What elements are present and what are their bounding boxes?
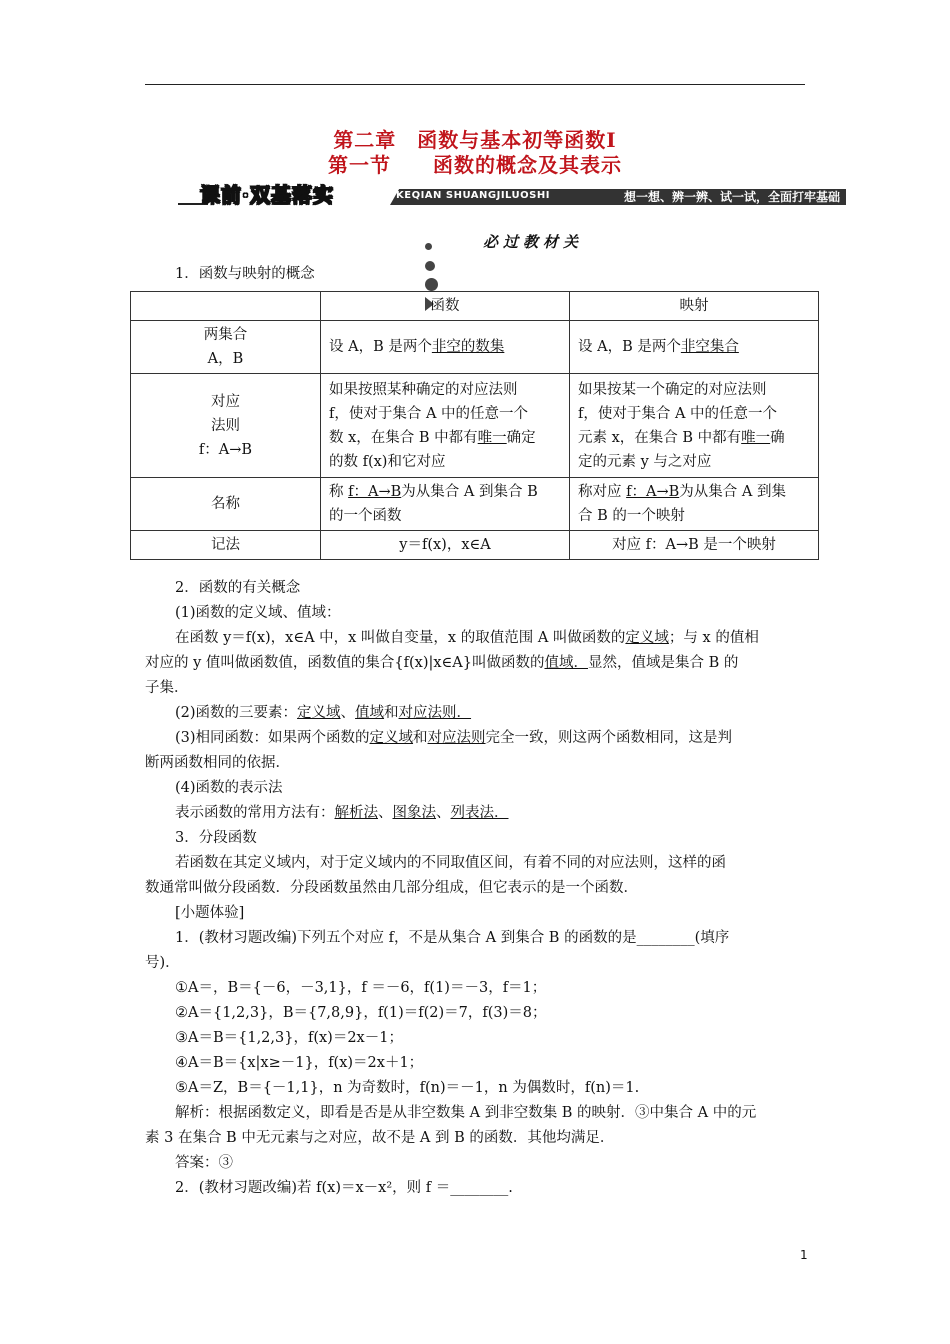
text: 、 xyxy=(436,805,451,821)
option-line: ①A＝，B＝{－6，－3,1}，f ＝－6，f(1)＝－3，f＝1； xyxy=(175,980,547,996)
option-line: ③A＝B＝{1,2,3}，f(x)＝2x－1； xyxy=(175,1030,403,1046)
cell-text: 称 xyxy=(329,484,349,500)
underlined-term: 列表法． xyxy=(450,805,509,821)
cell-underline: 非空集合 xyxy=(680,339,739,355)
practice-title: [小题体验] xyxy=(175,905,245,921)
cell-underline: 非空的数集 xyxy=(431,339,505,355)
table-cell xyxy=(321,321,570,374)
table-row xyxy=(131,321,819,374)
text: 和 xyxy=(413,730,428,746)
cell-text: 确定 xyxy=(506,429,536,446)
table-row-header: 名称 xyxy=(131,478,321,531)
paragraph-line xyxy=(175,803,509,823)
solution-line: 解析：根据函数定义，即看是否是从非空数集 A 到非空数集 B 的映射．③中集合 A 中的元 xyxy=(175,1105,757,1121)
cell-text: f，使对于集合 A 中的任意一个 xyxy=(329,405,529,422)
table-header-row xyxy=(131,292,819,321)
underlined-term: 值域． xyxy=(544,655,588,671)
table-row xyxy=(131,374,819,478)
table-header-cell: 映射 xyxy=(570,292,819,321)
paragraph-line: (4)函数的表示法 xyxy=(175,780,283,796)
option-line: ⑤A＝Z，B＝{－1,1}，n 为奇数时，f(n)＝－1，n 为偶数时，f(n)＝1. xyxy=(175,1080,640,1096)
question-line: 1．(教材习题改编)下列五个对应 f，不是从集合 A 到集合 B 的函数的是________(填序 xyxy=(175,930,730,946)
paragraph-line: (1)函数的定义域、值域： xyxy=(175,605,341,621)
table-header-cell xyxy=(131,292,321,321)
cell-text: f：A→B xyxy=(198,441,253,458)
section-banner xyxy=(178,183,846,207)
text: 显然，值域是集合 B 的 xyxy=(588,655,739,671)
text: 、 xyxy=(340,705,356,721)
table-cell xyxy=(570,478,819,531)
text: (2)函数的三要素： xyxy=(175,705,298,721)
paragraph-line: 数通常叫做分段函数．分段函数虽然由几部分组成，但它表示的是一个函数． xyxy=(145,880,638,896)
underlined-term: 定义域 xyxy=(297,705,341,721)
cell-text: 为从集合 A 到集合 B xyxy=(401,484,538,500)
cell-text: 为从集合 A 到集 xyxy=(679,484,786,500)
banner-pinyin: KEQIAN SHUANGJILUOSHI xyxy=(396,190,550,201)
underlined-term: 值域 xyxy=(355,705,385,721)
cell-text: 合 B 的一个映射 xyxy=(578,508,685,524)
text: 完全一致，则这两个函数相同，这是判 xyxy=(485,730,733,746)
paragraph-line: 若函数在其定义域内，对于定义域内的不同取值区间，有着不同的对应法则，这样的函 xyxy=(175,855,726,871)
table-row xyxy=(131,478,819,531)
solution-line: 素 3 在集合 B 中无元素与之对应，故不是 A 到 B 的函数．其他均满足． xyxy=(145,1130,615,1146)
text: ；与 x 的值相 xyxy=(668,630,759,646)
cell-underline: 唯一 xyxy=(477,429,507,446)
header-rule xyxy=(145,84,805,85)
text: 和 xyxy=(384,705,399,721)
cell-text: 确 xyxy=(770,429,785,446)
section-3-title: 3．分段函数 xyxy=(175,830,257,846)
table-cell xyxy=(321,478,570,531)
answer-line: 答案：③ xyxy=(175,1155,233,1171)
option-line: ②A＝{1,2,3}，B＝{7,8,9}，f(1)＝f(2)＝7，f(3)＝8； xyxy=(175,1005,547,1021)
page-number: 1 xyxy=(800,1248,808,1262)
underlined-term: 图象法 xyxy=(392,805,436,821)
underlined-term: 定义域 xyxy=(625,630,669,646)
table-cell xyxy=(570,321,819,374)
cell-text: 两集合 xyxy=(203,327,248,343)
option-line: ④A＝B＝{x|x≥－1}，f(x)＝2x＋1； xyxy=(175,1055,424,1071)
underlined-term: 定义域 xyxy=(369,730,414,746)
paragraph-line xyxy=(175,703,471,723)
cell-underline: f：A→B xyxy=(348,484,402,500)
underlined-term: 对应法则． xyxy=(398,705,472,721)
cell-text: 设 A，B 是两个 xyxy=(329,339,432,355)
cell-text: 的一个函数 xyxy=(329,508,402,524)
text: 在函数 y＝f(x)，x∈A 中，x 叫做自变量，x 的取值范围 A 叫做函数的 xyxy=(175,630,626,646)
text: 对应的 y 值叫做函数值，函数值的集合{f(x)|x∈A}叫做函数的 xyxy=(145,655,545,671)
text: 、 xyxy=(378,805,393,821)
cell-text: 的数 f(x)和它对应 xyxy=(329,453,446,470)
cell-text: 对应 xyxy=(211,393,240,410)
cell-text: 元素 x，在集合 B 中都有 xyxy=(578,429,742,446)
cell-text: 设 A，B 是两个 xyxy=(578,339,681,355)
table-row-header: 记法 xyxy=(131,531,321,560)
cell-text: 法则 xyxy=(211,417,240,434)
section-title: 第一节 函数的概念及其表示 xyxy=(328,153,622,177)
cell-text: 称对应 xyxy=(578,484,627,500)
table-cell: 对应 f：A→B 是一个映射 xyxy=(570,531,819,560)
cell-text: A，B xyxy=(207,351,244,367)
paragraph-line: 子集． xyxy=(145,680,189,696)
section-2-title: 2．函数的有关概念 xyxy=(175,580,301,596)
underlined-term: 对应法则 xyxy=(427,730,486,746)
section-1-title: 1．函数与映射的概念 xyxy=(175,266,315,282)
underlined-term: 解析法 xyxy=(334,805,378,821)
text: 表示函数的常用方法有： xyxy=(175,805,335,821)
table-header-cell: 函数 xyxy=(321,292,570,321)
cell-text: 如果按某一个确定的对应法则 xyxy=(578,381,767,398)
paragraph-line: 断两函数相同的依据． xyxy=(145,755,290,771)
chapter-title: 第二章 函数与基本初等函数Ⅰ xyxy=(333,128,617,152)
cell-text: 定的元素 y 与之对应 xyxy=(578,453,712,470)
table-cell: y＝f(x)，x∈A xyxy=(321,531,570,560)
table-row xyxy=(131,531,819,560)
question-line: 2．(教材习题改编)若 f(x)＝x－x²，则 f ＝________. xyxy=(175,1180,513,1196)
cell-text: 数 x，在集合 B 中都有 xyxy=(329,429,478,446)
cell-text: 如果按照某种确定的对应法则 xyxy=(329,381,518,398)
question-line: 号)． xyxy=(145,955,180,971)
banner-title: 课前·双基落实 xyxy=(200,183,334,207)
cell-underline: f：A→B xyxy=(626,484,680,500)
paragraph-line xyxy=(175,728,732,748)
table-cell xyxy=(570,374,819,478)
table-cell xyxy=(321,374,570,478)
function-mapping-table xyxy=(130,291,819,560)
cell-text: f，使对于集合 A 中的任意一个 xyxy=(578,405,778,422)
table-row-header xyxy=(131,374,321,478)
banner-slogan: 想一想、辨一辨、试一试，全面打牢基础 xyxy=(623,190,840,204)
cell-underline: 唯一 xyxy=(741,429,771,446)
text: (3)相同函数：如果两个函数的 xyxy=(175,730,370,746)
paragraph-line xyxy=(175,628,759,648)
paragraph-line xyxy=(145,653,738,673)
table-row-header xyxy=(131,321,321,374)
subheading-text: 必过教材关 xyxy=(483,233,584,251)
